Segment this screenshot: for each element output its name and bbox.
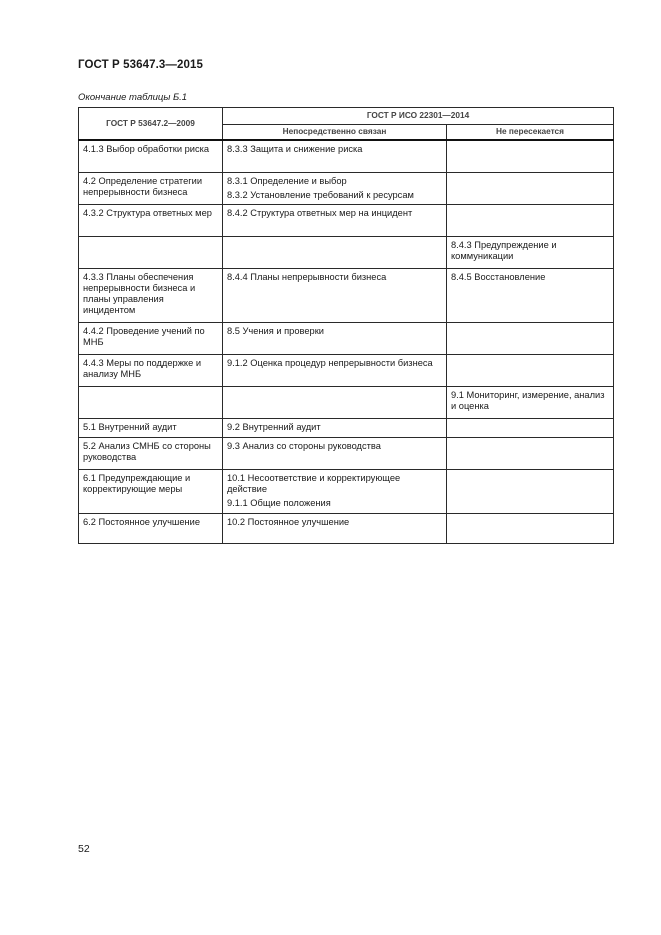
table-row [79,140,614,172]
table-row [79,322,614,354]
clause-not-overlapping-cell [447,204,614,236]
clause-directly-related-cell [223,172,447,204]
cell-text: 6.1 Предупреждающие и корректирующие меры [83,472,191,495]
page-number: 52 [78,843,90,855]
table-row [79,204,614,236]
clause-gost-53647-2-cell [79,354,223,386]
clause-not-overlapping-cell [447,386,614,418]
cell-text: 4.4.2 Проведение учений по МНБ [83,325,205,347]
cell-text: 8.3.3 Защита и снижение риска [227,144,363,154]
cell-text [451,419,609,426]
clause-directly-related-cell [223,469,447,513]
group-header: ГОСТ Р ИСО 22301—2014 [223,108,614,125]
clause-gost-53647-2-cell [79,204,223,236]
clause-not-overlapping-cell [447,172,614,204]
table-row [79,354,614,386]
cell-text: 8.4.5 Восстановление [451,271,546,282]
clause-directly-related-cell [223,236,447,268]
clause-directly-related-cell [223,140,447,172]
cell-text: 4.4.3 Меры по поддержке и анализу МНБ [83,357,202,379]
clause-gost-53647-2-cell [79,386,223,418]
clause-gost-53647-2-cell [79,437,223,469]
table-caption: Окончание таблицы Б.1 [78,92,188,103]
clause-not-overlapping-cell [447,469,614,513]
cell-text: 8.3.1 Определение и выбор [227,175,347,186]
clause-not-overlapping-cell [447,236,614,268]
cell-text: 9.1.1 Общие положения [227,498,331,509]
cell-text [451,173,609,180]
clause-not-overlapping-cell [447,437,614,469]
clause-not-overlapping-cell [447,140,614,172]
cell-text [451,514,609,521]
cell-text [451,141,609,148]
table-row [79,469,614,513]
clause-gost-53647-2-cell [79,513,223,543]
cell-text: 8.3.2 Установление требований к ресурсам [227,189,414,200]
table-row [79,418,614,437]
clause-directly-related-cell [223,354,447,386]
clause-gost-53647-2-cell [79,469,223,513]
clause-gost-53647-2-cell [79,322,223,354]
cell-text [83,237,218,244]
correspondence-table [78,107,614,544]
cell-text: 8.4.3 Предупреждение и коммуникации [451,239,557,261]
clause-not-overlapping-cell [447,322,614,354]
clause-not-overlapping-cell [447,268,614,322]
table-row [79,513,614,543]
clause-directly-related-cell [223,418,447,437]
clause-directly-related-cell [223,513,447,543]
cell-text: 9.1.2 Оценка процедур непрерывности бизнеса [227,357,433,368]
cell-text [451,355,609,362]
cell-text: 8.5 Учения и проверки [227,325,324,336]
cell-text: 8.4.2 Структура ответных мер на инцидент [227,207,413,218]
clause-gost-53647-2-cell [79,172,223,204]
cell-text [451,470,609,477]
cell-text: 8.4.4 Планы непрерывности бизнеса [227,271,387,282]
table-row [79,437,614,469]
cell-text: 4.3.3 Планы обеспечения непрерывности бизнеса и планы управления инцидентом [83,271,196,316]
table-row [79,386,614,418]
clause-directly-related-cell [223,386,447,418]
clause-directly-related-cell [223,322,447,354]
clause-gost-53647-2-cell [79,236,223,268]
col2-header: Непосредственно связан [223,125,447,141]
cell-text: 4.1.3 Выбор обработки риска [83,144,210,154]
document-header: ГОСТ Р 53647.3—2015 [78,59,203,71]
table-row [79,268,614,322]
clause-directly-related-cell [223,204,447,236]
clause-directly-related-cell [223,268,447,322]
cell-text: 9.3 Анализ со стороны руководства [227,440,381,451]
clause-gost-53647-2-cell [79,268,223,322]
cell-text [451,205,609,212]
cell-text: 10.2 Постоянное улучшение [227,516,350,527]
clause-gost-53647-2-cell [79,140,223,172]
table-row [79,236,614,268]
cell-text: 4.2 Определение стратегии непрерывности бизнеса [83,175,203,197]
cell-text: 4.3.2 Структура ответных мер [83,207,212,218]
cell-text: 9.1 Мониторинг, измерение, анализ и оценка [451,389,605,411]
clause-gost-53647-2-cell [79,418,223,437]
cell-text: 6.2 Постоянное улучшение [83,516,201,527]
cell-text: 10.1 Несоответствие и корректирующее действие [227,472,401,495]
cell-text [227,237,442,240]
cell-text [83,387,218,394]
cell-text: 5.1 Внутренний аудит [83,421,177,432]
clause-directly-related-cell [223,437,447,469]
cell-text: 9.2 Внутренний аудит [227,421,321,432]
table-row [79,172,614,204]
clause-not-overlapping-cell [447,354,614,386]
cell-text [451,438,609,445]
col3-header: Не пересекается [447,125,614,141]
clause-not-overlapping-cell [447,513,614,543]
cell-text [451,323,609,330]
col1-header: ГОСТ Р 53647.2—2009 [79,108,223,141]
cell-text: 5.2 Анализ СМНБ со стороны руководства [83,440,211,463]
clause-not-overlapping-cell [447,418,614,437]
cell-text [227,387,442,390]
